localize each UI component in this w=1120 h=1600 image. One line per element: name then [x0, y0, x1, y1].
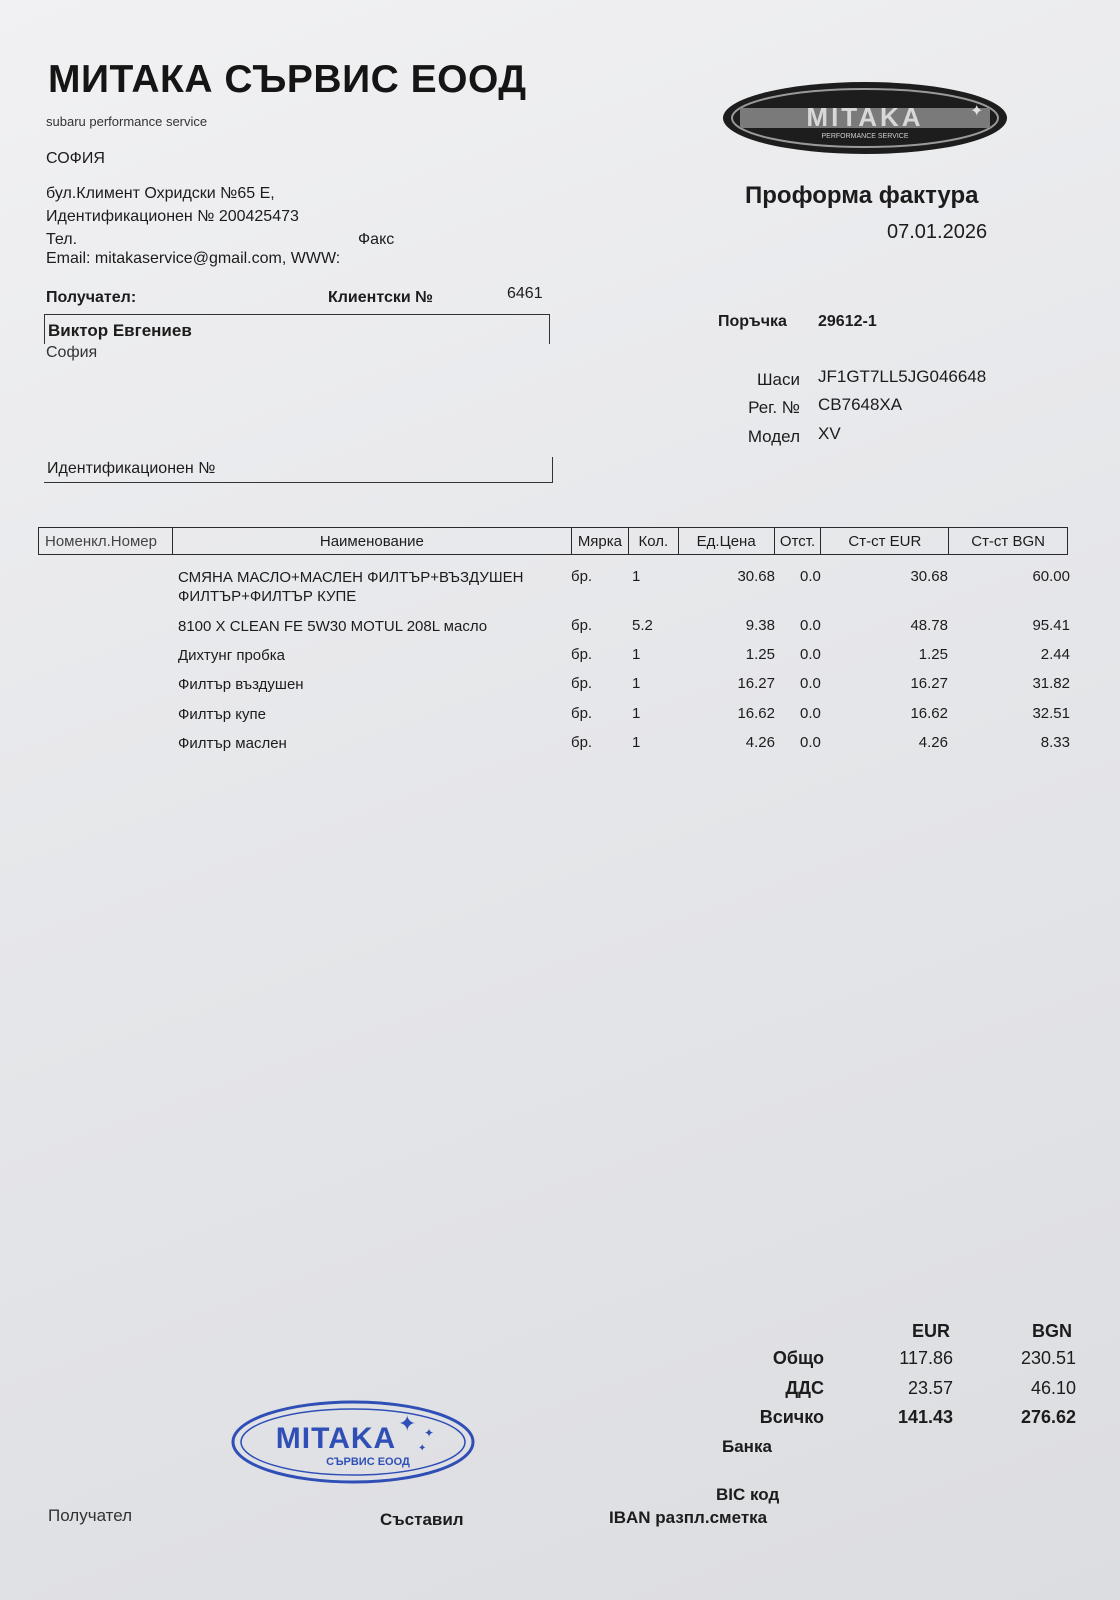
col-qty: Кол.	[629, 528, 679, 554]
item-eur: 16.62	[910, 705, 948, 722]
order-label: Поръчка	[718, 313, 787, 330]
item-discount: 0.0	[800, 734, 821, 751]
iban-label: IBAN разпл.сметка	[609, 1508, 768, 1527]
subtotal-bgn: 230.51	[1020, 1348, 1076, 1368]
item-qty: 1	[632, 568, 641, 585]
logo-subtext: PERFORMANCE SERVICE	[821, 133, 909, 140]
item-qty: 1	[632, 734, 641, 751]
item-price: 1.25	[745, 646, 775, 663]
item-discount: 0.0	[800, 675, 821, 692]
recipient-id-label: Идентификационен №	[47, 460, 216, 477]
model-value: XV	[818, 424, 841, 443]
company-tagline: subaru performance service	[46, 114, 208, 129]
total-bgn: 276.62	[1020, 1407, 1076, 1427]
item-unit: бр.	[571, 734, 593, 751]
item-price: 9.38	[745, 617, 775, 634]
company-address: бул.Климент Охридски №65 Е,	[46, 185, 275, 202]
col-bgn: Ст-ст BGN	[971, 532, 1045, 550]
client-number: 6461	[507, 285, 543, 302]
item-name: СМЯНА МАСЛО+МАСЛЕН ФИЛТЪР+ВЪЗДУШЕН ФИЛТЪР+ФИЛТЪР КУПЕ	[178, 569, 524, 605]
company-id: Идентификационен № 200425473	[46, 208, 299, 225]
item-bgn: 2.44	[1040, 646, 1070, 663]
item-name: Филтър маслен	[178, 735, 287, 752]
bank-label: Банка	[722, 1437, 772, 1456]
client-number-label: Клиентски №	[328, 289, 433, 306]
company-name: МИТАКА СЪРВИС ЕООД	[48, 58, 527, 101]
item-name: Филтър въздушен	[178, 676, 304, 693]
items-table-header	[38, 527, 1068, 555]
item-unit: бр.	[571, 568, 593, 585]
compiled-by-label: Съставил	[380, 1510, 464, 1529]
item-bgn: 95.41	[1032, 617, 1070, 634]
item-unit: бр.	[571, 617, 593, 634]
total-eur: 141.43	[897, 1407, 953, 1427]
col-unit: Мярка	[572, 528, 629, 554]
vat-bgn: 46.10	[1030, 1378, 1076, 1398]
recipient-label: Получател:	[46, 289, 137, 306]
item-bgn: 32.51	[1032, 705, 1070, 722]
item-price: 30.68	[737, 568, 775, 585]
svg-text:✦: ✦	[398, 1411, 417, 1436]
recipient-name: Виктор Евгениев	[48, 321, 192, 340]
fax-label: Факс	[358, 231, 395, 248]
chassis-number: JF1GT7LL5JG046648	[818, 367, 987, 386]
chassis-label: Шаси	[756, 370, 800, 389]
item-unit: бр.	[571, 646, 593, 663]
company-stamp	[228, 1397, 478, 1492]
item-bgn: 60.00	[1032, 568, 1070, 585]
bic-label: BIC код	[716, 1485, 780, 1504]
item-eur: 16.27	[910, 675, 948, 692]
item-price: 16.27	[737, 675, 775, 692]
subtotal-label: Общо	[772, 1348, 824, 1368]
item-eur: 4.26	[918, 734, 948, 751]
col-nomenclature: Номенкл.Номер	[39, 528, 173, 554]
logo-text: MITAKA	[806, 102, 924, 132]
item-discount: 0.0	[800, 617, 821, 634]
item-price: 16.62	[737, 705, 775, 722]
item-qty: 1	[632, 675, 641, 692]
vat-eur: 23.57	[907, 1378, 953, 1398]
item-qty: 5.2	[632, 617, 653, 634]
svg-text:✦: ✦	[418, 1443, 427, 1454]
tel-label: Тел.	[46, 231, 78, 248]
col-eur: Ст-ст EUR	[821, 528, 949, 554]
item-eur: 1.25	[918, 646, 948, 663]
svg-text:✦: ✦	[970, 103, 984, 120]
item-discount: 0.0	[800, 705, 821, 722]
company-city: СОФИЯ	[46, 150, 105, 167]
model-label: Модел	[747, 427, 800, 446]
item-name: Дихтунг пробка	[178, 647, 285, 664]
company-email: Email: mitakaservice@gmail.com, WWW:	[46, 250, 341, 267]
col-name: Наименование	[173, 528, 572, 554]
footer-recipient-label: Получател	[48, 1506, 133, 1525]
vat-label: ДДС	[785, 1378, 824, 1398]
recipient-city: София	[46, 344, 98, 361]
item-discount: 0.0	[800, 646, 821, 663]
reg-label: Рег. №	[748, 398, 800, 417]
document-date: 07.01.2026	[887, 221, 988, 243]
reg-number: СВ7648ХА	[818, 395, 903, 414]
stamp-text: MITAKA	[275, 1422, 397, 1455]
item-unit: бр.	[571, 705, 593, 722]
item-discount: 0.0	[800, 568, 821, 585]
col-discount: Отст.	[775, 528, 822, 554]
col-unit-price: Ед.Цена	[679, 528, 775, 554]
total-label: Всичко	[759, 1407, 824, 1427]
item-bgn: 31.82	[1032, 675, 1070, 692]
item-unit: бр.	[571, 675, 593, 692]
item-qty: 1	[632, 646, 641, 663]
item-bgn: 8.33	[1040, 734, 1070, 751]
item-eur: 48.78	[910, 617, 948, 634]
item-qty: 1	[632, 705, 641, 722]
item-name: Филтър купе	[178, 706, 266, 723]
stamp-subtext: СЪРВИС ЕООД	[326, 1456, 410, 1468]
document-title: Проформа фактура	[745, 182, 979, 209]
totals-eur-header: EUR	[912, 1321, 951, 1341]
totals-bgn-header: BGN	[1032, 1321, 1072, 1341]
order-number: 29612-1	[818, 313, 877, 330]
mitaka-logo	[720, 78, 1010, 163]
item-eur: 30.68	[910, 568, 948, 585]
item-name: 8100 X CLEAN FE 5W30 MOTUL 208L масло	[178, 618, 488, 635]
svg-text:✦: ✦	[424, 1426, 435, 1440]
item-price: 4.26	[745, 734, 775, 751]
subtotal-eur: 117.86	[899, 1348, 953, 1368]
